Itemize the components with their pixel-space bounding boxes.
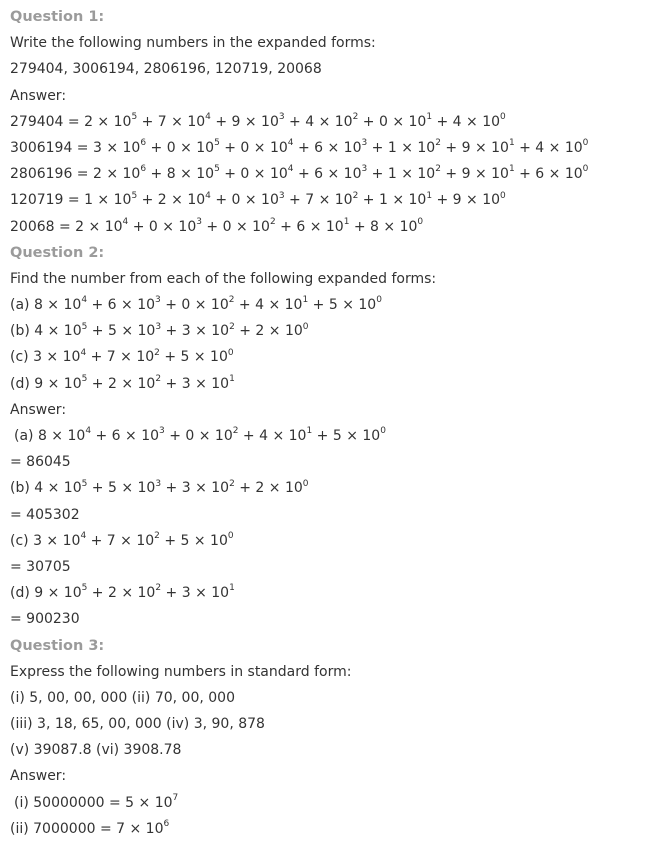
- math-line: (a) $8 \times 10^4 + 6 \times 10^3 + 0 \times 10^2 + 4 \times 10^1 + 5 \times 10^0$: [14, 426, 386, 444]
- math-line: (d) $9 \times 10^5 + 2 \times 10^2 + 3 \times 10^1$: [10, 583, 235, 602]
- exponent: 0: [417, 216, 424, 227]
- math-line: (i) $50000000 = 5 \times 10^7$: [14, 792, 179, 811]
- math-line: $20068 = 2 \times 10^4 + 0 \times 10^3 + 0 \times 10^2 + 6 \times 10^1 + 8 \times 10^0$: [10, 216, 424, 235]
- exponent: 0: [302, 321, 309, 332]
- exponent: 2: [155, 583, 162, 594]
- exponent: 0: [227, 347, 234, 358]
- text-line: Write the following numbers in the expanded forms:: [10, 35, 376, 52]
- exponent: 2: [232, 426, 239, 437]
- text-line: 279404, 3006194, 2806196, 120719, 20068: [10, 61, 322, 78]
- exponent: 1: [306, 426, 313, 437]
- text-line: = 86045: [10, 454, 71, 471]
- exponent: 2: [352, 112, 359, 123]
- exponent: 2: [352, 190, 359, 201]
- exponent: 5: [81, 373, 88, 384]
- math-line: (c) $3 \times 10^4 + 7 \times 10^2 + 5 \times 10^0$: [10, 347, 234, 366]
- exponent: 5: [131, 112, 138, 123]
- exponent: 3: [155, 478, 162, 489]
- exponent: 2: [155, 373, 162, 384]
- exponent: 1: [343, 216, 350, 227]
- exponent: 4: [80, 531, 87, 542]
- exponent: 3: [278, 190, 285, 201]
- exponent: 6: [140, 138, 147, 149]
- exponent: 0: [227, 531, 234, 542]
- exponent: 0: [582, 138, 589, 149]
- exponent: 4: [80, 347, 87, 358]
- exponent: 1: [508, 164, 515, 175]
- exponent: 4: [81, 295, 88, 306]
- exponent: 1: [229, 583, 235, 594]
- exponent: 1: [508, 138, 515, 149]
- question-heading: Question 3:: [10, 637, 105, 654]
- exponent: 1: [426, 190, 433, 201]
- text-line: = 405302: [10, 506, 80, 523]
- exponent: 2: [154, 347, 160, 358]
- math-line: $2806196 = 2 \times 10^6 + 8 \times 10^5 + 0 \times 10^4 + 6 \times 10^3 + 1 \times 10^2 + 9 \times 10^1 + 6 \times 10^0$: [10, 164, 589, 183]
- text-line: (iii) 3, 18, 65, 00, 000 (iv) 3, 90, 878: [10, 716, 265, 733]
- exponent: 2: [154, 531, 160, 542]
- exponent: 3: [278, 112, 285, 123]
- answer-label: Answer:: [10, 401, 67, 418]
- exponent: 3: [361, 138, 368, 149]
- text-line: (i) 5, 00, 00, 000 (ii) 70, 00, 000: [10, 689, 235, 706]
- exponent: 6: [140, 164, 147, 175]
- answer-label: Answer:: [10, 87, 67, 104]
- math-line: $279404 = 2 \times 10^5 + 7 \times 10^4 + 9 \times 10^3 + 4 \times 10^2 + 0 \times 10^1 + 4 \times 10^0$: [10, 112, 506, 130]
- exponent: 6: [163, 819, 170, 830]
- exponent: 0: [500, 112, 506, 123]
- exponent: 2: [435, 138, 441, 149]
- exponent: 3: [361, 164, 368, 175]
- math-line: (d) $9 \times 10^5 + 2 \times 10^2 + 3 \times 10^1$: [10, 373, 235, 392]
- text-line: Find the number from each of the following expanded forms:: [10, 270, 437, 287]
- exponent: 0: [302, 478, 309, 489]
- exponent: 5: [131, 190, 138, 201]
- text-line: = 30705: [10, 558, 71, 575]
- exponent: 0: [376, 295, 382, 306]
- exponent: 4: [122, 216, 129, 227]
- exponent: 2: [229, 321, 235, 332]
- exponent: 5: [214, 164, 220, 175]
- math-line: $3006194 = 3 \times 10^6 + 0 \times 10^5 + 0 \times 10^4 + 6 \times 10^3 + 1 \times 10^2 + 9 \times 10^1 + 4 \times 10^0$: [10, 138, 589, 156]
- answer-label: Answer:: [10, 768, 67, 785]
- text-line: = 900230: [10, 611, 80, 628]
- exponent: 3: [159, 426, 165, 437]
- exponent: 4: [287, 164, 294, 175]
- exponent: 0: [582, 164, 589, 175]
- question-heading: Question 1:: [10, 9, 105, 25]
- exponent: 2: [228, 295, 235, 306]
- exponent: 3: [155, 321, 162, 332]
- exponent: 1: [229, 373, 235, 384]
- exponent: 2: [269, 216, 276, 227]
- math-line: (b) $4 \times 10^5 + 5 \times 10^3 + 3 \times 10^2 + 2 \times 10^0$: [10, 478, 309, 497]
- question-heading: Question 2:: [10, 244, 105, 261]
- text-line: Express the following numbers in standard form:: [10, 663, 352, 680]
- exponent: 5: [81, 583, 88, 594]
- math-line: (c) $3 \times 10^4 + 7 \times 10^2 + 5 \times 10^0$: [10, 531, 234, 549]
- exponent: 4: [205, 190, 211, 201]
- text-line: (v) 39087.8 (vi) 3908.78: [10, 742, 182, 759]
- exponent: 1: [426, 112, 433, 123]
- exponent: 3: [196, 216, 202, 227]
- exponent: 5: [81, 478, 88, 489]
- math-line: $120719 = 1 \times 10^5 + 2 \times 10^4 + 0 \times 10^3 + 7 \times 10^2 + 1 \times 10^1 + 9 \times 10^0$: [10, 190, 506, 209]
- exponent: 5: [81, 321, 88, 332]
- exponent: 1: [302, 295, 309, 306]
- exponent: 7: [172, 792, 179, 803]
- exponent: 3: [155, 295, 161, 306]
- exponent: 5: [214, 138, 220, 149]
- exponent: 2: [229, 478, 235, 489]
- exponent: 4: [85, 426, 92, 437]
- math-line: (b) $4 \times 10^5 + 5 \times 10^3 + 3 \times 10^2 + 2 \times 10^0$: [10, 321, 309, 340]
- exponent: 2: [435, 164, 441, 175]
- exponent: 4: [205, 112, 211, 123]
- math-line: (ii) $7000000 = 7 \times 10^6$: [10, 819, 170, 837]
- math-line: (a) $8 \times 10^4 + 6 \times 10^3 + 0 \times 10^2 + 4 \times 10^1 + 5 \times 10^0$: [10, 295, 382, 314]
- exponent: 4: [287, 138, 294, 149]
- exponent: 0: [500, 190, 506, 201]
- exponent: 0: [380, 426, 386, 437]
